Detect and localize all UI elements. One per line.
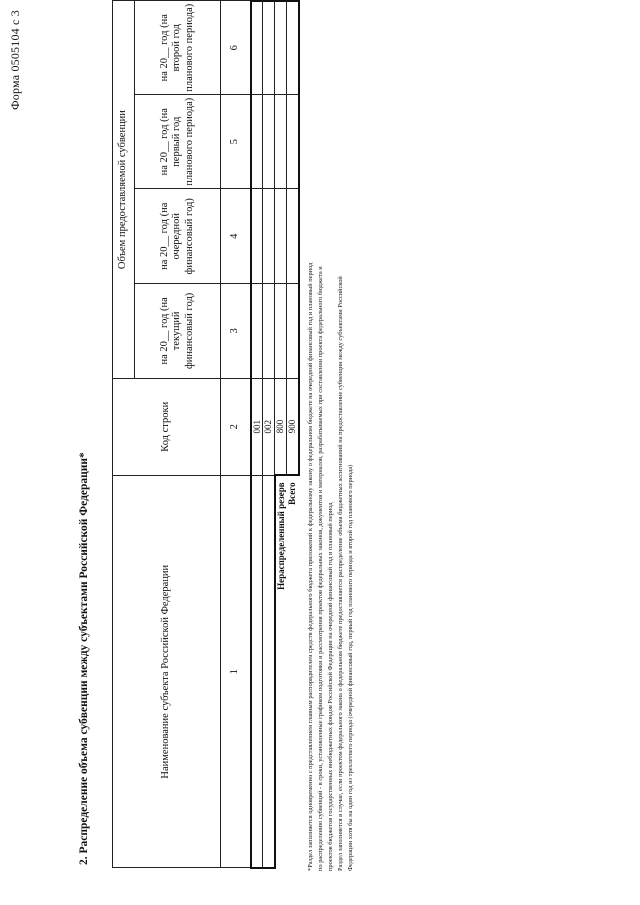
footnote-line: *Раздел заполняется одновременно с представлением главным распорядителем средств федерального бюджета приложений к федеральному закону о федеральном бюджете на очередной финансовый год и плановый период xyxy=(307,262,314,871)
reserve-value-cell[interactable] xyxy=(275,95,287,189)
value-cell[interactable] xyxy=(251,284,263,379)
row-code-cell: 002 xyxy=(263,378,275,475)
column-number: 2 xyxy=(221,378,251,475)
header-current-year: на 20__ год (на текущий финансовый год) xyxy=(135,284,221,379)
section-title: 2. Распределение объема субвенции между субъектами Российской Федерации* xyxy=(78,452,90,865)
reserve-code: 800 xyxy=(275,378,287,475)
value-cell[interactable] xyxy=(263,189,275,284)
total-value-cell[interactable] xyxy=(286,1,298,95)
subsidy-distribution-table xyxy=(112,0,300,869)
column-number: 1 xyxy=(221,475,251,868)
total-value-cell[interactable] xyxy=(286,189,298,284)
header-first-plan-year: на 20__ год (на первый год планового периода) xyxy=(135,95,221,189)
column-number: 6 xyxy=(221,1,251,95)
footnote-line: проектов бюджетов государственных внебюджетных фондов Российской Федерации на очередной финансовый год и плановый период xyxy=(326,502,334,871)
header-subsidy-volume: Объем предоставляемой субвенции xyxy=(113,1,135,378)
table-row xyxy=(251,1,263,868)
reserve-value-cell[interactable] xyxy=(275,189,287,284)
reserve-label: Нераспределенный резерв xyxy=(275,475,287,868)
reserve-row xyxy=(275,1,287,868)
total-row xyxy=(286,1,298,868)
column-number: 5 xyxy=(221,95,251,189)
header-next-year: на 20__ год (на очередной финансовый год) xyxy=(135,189,221,284)
header-subject-name: Наименование субъекта Российской Федерации xyxy=(113,475,221,868)
column-number: 3 xyxy=(221,284,251,379)
footnote-line: по распределению субвенций - в сроки, установленные графиком подготовки и рассмотрения проектов федеральных законов, документов и материалов, разрабатываемых при составлении проекта федерального бюджета и xyxy=(316,266,324,871)
footnotes xyxy=(306,31,356,871)
value-cell[interactable] xyxy=(263,284,275,379)
footnote-line: Федерации хотя бы на один год из трехлетнего периода (очередной финансовый год, первый год планового периода и второй год планового периода) xyxy=(346,464,354,871)
reserve-value-cell[interactable] xyxy=(275,284,287,379)
header-row-code: Код строки xyxy=(113,378,221,475)
subject-name-cell[interactable] xyxy=(263,475,275,868)
reserve-value-cell[interactable] xyxy=(275,1,287,95)
value-cell[interactable] xyxy=(263,95,275,189)
footnote-line: Раздел заполняется в случае, если проектом федерального закона о федеральном бюджете предоставляется распределение объема бюджетных ассигнований на предоставление субвенции между субъектами Российской xyxy=(336,276,344,871)
header-second-plan-year: на 20__ год (на второй год планового периода) xyxy=(135,1,221,95)
row-code-cell: 001 xyxy=(251,378,263,475)
total-value-cell[interactable] xyxy=(286,95,298,189)
total-label: Всего xyxy=(286,475,298,868)
value-cell[interactable] xyxy=(251,189,263,284)
total-code: 900 xyxy=(286,378,298,475)
form-number: Форма 0505104 с 3 xyxy=(8,10,22,110)
value-cell[interactable] xyxy=(251,95,263,189)
column-number: 4 xyxy=(221,189,251,284)
subject-name-cell[interactable] xyxy=(251,475,263,868)
table-row xyxy=(263,1,275,868)
value-cell[interactable] xyxy=(251,1,263,95)
total-value-cell[interactable] xyxy=(286,284,298,379)
value-cell[interactable] xyxy=(263,1,275,95)
